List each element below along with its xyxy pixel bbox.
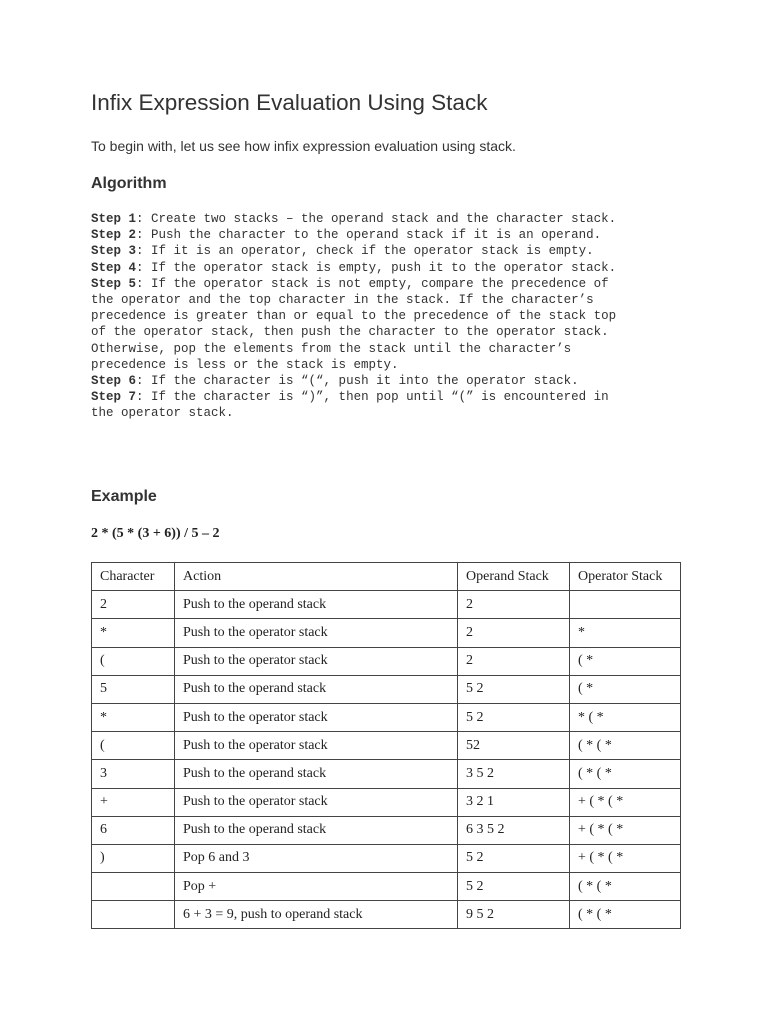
table-cell: 2 <box>92 591 175 619</box>
algorithm-step-line: Step 4: If the operator stack is empty, push it to the operator stack. <box>91 260 617 275</box>
table-cell <box>92 873 175 901</box>
algorithm-step-line <box>91 405 691 421</box>
table-cell: Push to the operator stack <box>175 647 458 675</box>
step-text: If the operator stack is not empty, compare the precedence of <box>151 276 609 291</box>
table-row <box>92 591 681 619</box>
table-cell: 2 <box>458 647 570 675</box>
algorithm-step-line <box>91 357 691 373</box>
step-text: precedence is less or the stack is empty. <box>91 357 399 372</box>
algorithm-step-line <box>91 308 691 324</box>
step-text: If it is an operator, check if the operator stack is empty. <box>151 244 594 259</box>
step-label: Step 3 <box>91 244 137 259</box>
algorithm-step-line: Step 2: Push the character to the operand stack if it is an operand. <box>91 228 602 243</box>
table-cell: 9 5 2 <box>458 901 570 929</box>
table-cell: 5 2 <box>458 873 570 901</box>
table-row <box>92 873 681 901</box>
table-cell: + ( * ( * <box>570 844 681 872</box>
table-cell <box>570 591 681 619</box>
step-text: precedence is greater than or equal to the precedence of the stack top <box>91 309 617 324</box>
table-cell: ( * ( * <box>570 732 681 760</box>
table-cell: Push to the operator stack <box>175 732 458 760</box>
table-cell: 3 5 2 <box>458 760 570 788</box>
table-header-cell: Character <box>92 563 175 591</box>
table-cell: 5 2 <box>458 675 570 703</box>
example-heading: Example <box>91 488 157 505</box>
table-cell: Push to the operand stack <box>175 816 458 844</box>
table-header-cell: Operand Stack <box>458 563 570 591</box>
table-cell: 6 + 3 = 9, push to operand stack <box>175 901 458 929</box>
evaluation-table <box>91 562 681 929</box>
step-label: Step 7 <box>91 390 137 405</box>
table-cell: Push to the operator stack <box>175 619 458 647</box>
page-title: Infix Expression Evaluation Using Stack <box>91 90 488 115</box>
table-header-row <box>92 563 681 591</box>
table-cell: ( * ( * <box>570 760 681 788</box>
table-cell: * <box>92 703 175 731</box>
table-row <box>92 901 681 929</box>
table-cell: Push to the operator stack <box>175 788 458 816</box>
algorithm-heading: Algorithm <box>91 175 167 192</box>
table-cell: ( * <box>570 647 681 675</box>
table-row <box>92 732 681 760</box>
table-cell: + ( * ( * <box>570 816 681 844</box>
algorithm-step-line <box>91 292 691 308</box>
table-cell: Pop + <box>175 873 458 901</box>
table-row <box>92 816 681 844</box>
table-cell: Push to the operand stack <box>175 591 458 619</box>
step-text: Push the character to the operand stack if it is an operand. <box>151 228 602 243</box>
table-cell: 6 3 5 2 <box>458 816 570 844</box>
step-text: the operator and the top character in the stack. If the character’s <box>91 293 594 308</box>
step-label: Step 5 <box>91 276 137 291</box>
table-cell: 52 <box>458 732 570 760</box>
algorithm-step-line: Step 6: If the character is “(“, push it into the operator stack. <box>91 374 579 389</box>
table-cell: 2 <box>458 591 570 619</box>
table-cell: 3 2 1 <box>458 788 570 816</box>
table-row <box>92 760 681 788</box>
table-row <box>92 788 681 816</box>
table-cell: 2 <box>458 619 570 647</box>
table-cell: ) <box>92 844 175 872</box>
table-cell: + ( * ( * <box>570 788 681 816</box>
step-text: If the character is “)”, then pop until “(” is encountered in <box>151 390 609 405</box>
algorithm-step-line: Step 3: If it is an operator, check if the operator stack is empty. <box>91 244 594 259</box>
step-text: of the operator stack, then push the character to the operator stack. <box>91 325 609 340</box>
algorithm-step-line: Step 7: If the character is “)”, then pop until “(” is encountered in <box>91 390 609 405</box>
table-row <box>92 647 681 675</box>
table-cell: Pop 6 and 3 <box>175 844 458 872</box>
table-cell: 5 2 <box>458 844 570 872</box>
table-cell: 3 <box>92 760 175 788</box>
table-cell: Push to the operand stack <box>175 760 458 788</box>
table-cell: ( * ( * <box>570 901 681 929</box>
step-label: Step 4 <box>91 260 137 275</box>
table-cell: + <box>92 788 175 816</box>
step-text: Create two stacks – the operand stack and the character stack. <box>151 212 617 226</box>
step-text: the operator stack. <box>91 406 234 421</box>
table-cell: ( <box>92 647 175 675</box>
step-text: If the character is “(“, push it into the operator stack. <box>151 374 579 389</box>
intro-text: To begin with, let us see how infix expression evaluation using stack. <box>91 138 516 154</box>
table-header-cell: Operator Stack <box>570 563 681 591</box>
table-cell: * <box>92 619 175 647</box>
example-expression: 2 * (5 * (3 + 6)) / 5 – 2 <box>91 526 220 541</box>
step-text: If the operator stack is empty, push it to the operator stack. <box>151 260 617 275</box>
table-cell: Push to the operand stack <box>175 675 458 703</box>
step-label: Step 2 <box>91 228 137 243</box>
table-row <box>92 619 681 647</box>
table-header-cell: Action <box>175 563 458 591</box>
table-cell: * ( * <box>570 703 681 731</box>
algorithm-step-line: Step 1: Create two stacks – the operand stack and the character stack. <box>91 212 617 226</box>
algorithm-step-line: Step 5: If the operator stack is not empty, compare the precedence of <box>91 276 609 291</box>
step-label: Step 6 <box>91 374 137 389</box>
table-cell: 6 <box>92 816 175 844</box>
table-cell: ( * <box>570 675 681 703</box>
table-cell: ( <box>92 732 175 760</box>
table-row <box>92 675 681 703</box>
table-cell: 5 2 <box>458 703 570 731</box>
step-label: Step 1 <box>91 212 137 226</box>
table-cell: 5 <box>92 675 175 703</box>
table-cell: Push to the operator stack <box>175 703 458 731</box>
algorithm-step-line <box>91 324 691 340</box>
table-cell: ( * ( * <box>570 873 681 901</box>
table-cell: * <box>570 619 681 647</box>
table-cell <box>92 901 175 929</box>
algorithm-steps <box>91 211 691 422</box>
algorithm-step-line <box>91 341 691 357</box>
step-text: Otherwise, pop the elements from the stack until the character’s <box>91 341 572 356</box>
table-row <box>92 844 681 872</box>
table-row <box>92 703 681 731</box>
